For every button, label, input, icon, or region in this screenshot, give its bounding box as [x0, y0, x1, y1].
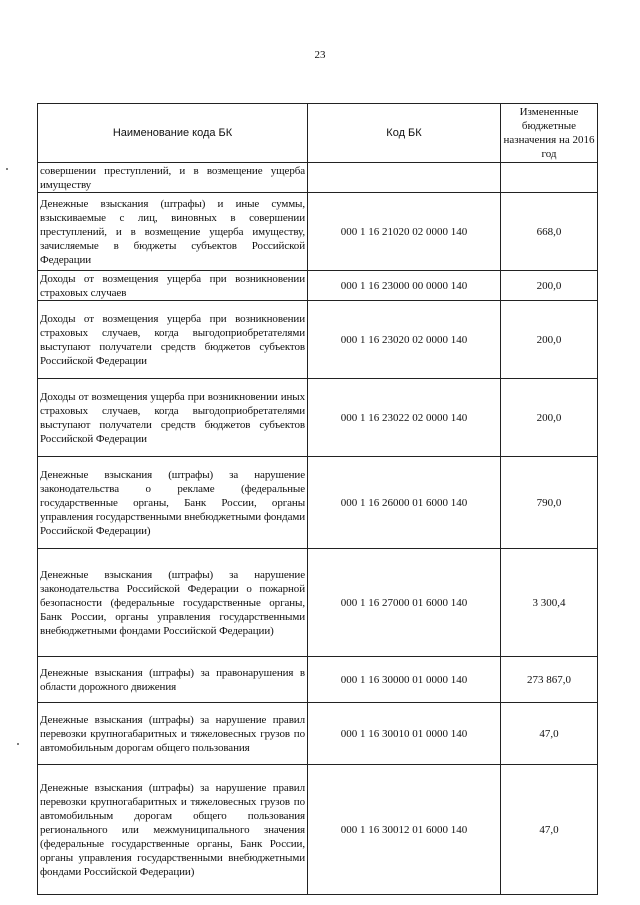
row-amount: 790,0	[501, 457, 598, 549]
row-code: 000 1 16 26000 01 6000 140	[308, 457, 501, 549]
row-name: Денежные взыскания (штрафы) за правонарушения в области дорожного движения	[38, 657, 308, 703]
row-code: 000 1 16 23000 00 0000 140	[308, 271, 501, 301]
row-code: 000 1 16 23020 02 0000 140	[308, 301, 501, 379]
table-row	[38, 457, 598, 549]
row-name: Доходы от возмещения ущерба при возникновении страховых случаев	[38, 271, 308, 301]
row-name: Денежные взыскания (штрафы) за нарушение правил перевозки крупногабаритных и тяжеловесных грузов по автомобильным дорогам общего пользования	[38, 703, 308, 765]
table-row	[38, 549, 598, 657]
table-row	[38, 193, 598, 271]
row-code: 000 1 16 30012 01 6000 140	[308, 765, 501, 895]
row-code: 000 1 16 30000 01 0000 140	[308, 657, 501, 703]
row-code	[308, 163, 501, 193]
table-row	[38, 379, 598, 457]
row-name: Денежные взыскания (штрафы) и иные суммы, взыскиваемые с лиц, виновных в совершении преступлений, и в возмещение ущерба имуществу, зачисляемые в бюджеты субъектов Российской Федерации	[38, 193, 308, 271]
header-code: Код БК	[308, 104, 501, 163]
row-amount: 3 300,4	[501, 549, 598, 657]
budget-codes-table	[37, 103, 598, 895]
row-amount: 668,0	[501, 193, 598, 271]
row-code: 000 1 16 23022 02 0000 140	[308, 379, 501, 457]
header-amount: Измененные бюджетные назначения на 2016 год	[501, 104, 598, 163]
table-row	[38, 765, 598, 895]
scan-speck	[17, 743, 19, 745]
row-name: Доходы от возмещения ущерба при возникновении страховых случаев, когда выгодоприобретателями выступают получатели средств бюджетов субъектов Российской Федерации	[38, 301, 308, 379]
table-row	[38, 301, 598, 379]
table-row	[38, 703, 598, 765]
row-amount	[501, 163, 598, 193]
row-amount: 47,0	[501, 765, 598, 895]
row-name: Доходы от возмещения ущерба при возникновении иных страховых случаев, когда выгодоприобретателями выступают получатели средств бюджетов субъектов Российской Федерации	[38, 379, 308, 457]
row-amount: 47,0	[501, 703, 598, 765]
row-name: Денежные взыскания (штрафы) за нарушение правил перевозки крупногабаритных и тяжеловесных грузов по автомобильным дорогам общего пользования регионального или межмуниципального значения (федеральные государственные органы, Банк России, органы управления государственными внебюджетными фондами Российской Федерации)	[38, 765, 308, 895]
table-header-row	[38, 104, 598, 163]
table-row	[38, 657, 598, 703]
table-row	[38, 163, 598, 193]
row-name: Денежные взыскания (штрафы) за нарушение законодательства о рекламе (федеральные государственные органы, Банк России, органы управления государственными внебюджетными фондами Российской Федерации)	[38, 457, 308, 549]
row-amount: 273 867,0	[501, 657, 598, 703]
row-name: Денежные взыскания (штрафы) за нарушение законодательства Российской Федерации о пожарной безопасности (федеральные государственные органы, Банк России, органы управления государственными внебюджетными фондами Российской Федерации)	[38, 549, 308, 657]
row-amount: 200,0	[501, 379, 598, 457]
row-amount: 200,0	[501, 271, 598, 301]
row-code: 000 1 16 27000 01 6000 140	[308, 549, 501, 657]
row-amount: 200,0	[501, 301, 598, 379]
scan-speck	[6, 168, 8, 170]
table-row	[38, 271, 598, 301]
row-code: 000 1 16 21020 02 0000 140	[308, 193, 501, 271]
page-number: 23	[314, 49, 326, 61]
row-name: совершении преступлений, и в возмещение ущерба имуществу	[38, 163, 308, 193]
header-name: Наименование кода БК	[38, 104, 308, 163]
row-code: 000 1 16 30010 01 0000 140	[308, 703, 501, 765]
